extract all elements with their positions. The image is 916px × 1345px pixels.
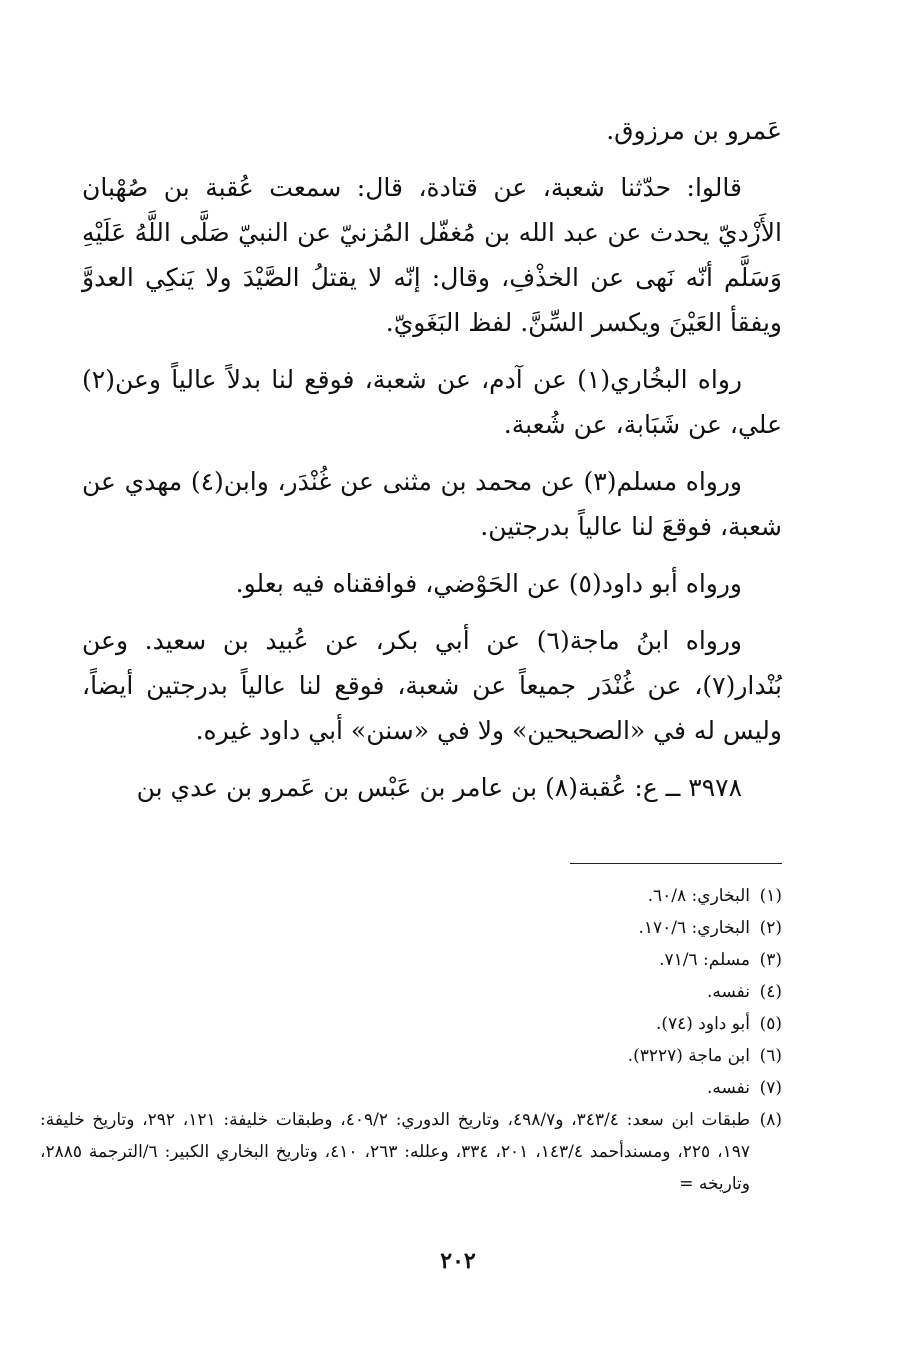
footnote-number: (٦) <box>759 1046 782 1066</box>
footnote-number: (٢) <box>759 918 782 938</box>
footnote-3 <box>40 944 782 976</box>
footnote-number: (٥) <box>759 1014 782 1034</box>
footnote-number: (٣) <box>759 950 782 970</box>
footnote-text: مسلم: ٧١/٦. <box>659 950 750 970</box>
paragraph-abu-dawud: ورواه أبو داود(٥) عن الحَوْضي، فوافقناه فيه بعلو. <box>235 569 742 598</box>
footnote-number: (٨) <box>759 1110 783 1130</box>
paragraph-muslim: ورواه مسلم(٣) عن محمد بن مثنى عن غُنْدَر، وابن(٤) مهدي عن شعبة، فوقعَ لنا عالياً بدرجتين. <box>82 467 782 541</box>
footnote-4 <box>40 976 782 1008</box>
footnote-number: (١) <box>759 886 782 906</box>
footnote-text: طبقات ابن سعد: ٣٤٣/٤، و٤٩٨/٧، وتاريخ الدوري: ٤٠٩/٢، وطبقات خليفة: ١٢١، ٢٩٢، وتاريخ خليفة: ١٩٧، ٢٢٥، ومسندأحمد ١٤٣/٤، ٢٠١، ٣٣٤، وعلله: ٢٦٣، ٤١٠، وتاريخ البخاري الكبير: ٦/الترجمة ٢٨٨٥، وتاريخه = <box>40 1110 751 1194</box>
footnote-2 <box>40 912 782 944</box>
main-text <box>82 108 782 822</box>
footnote-number: (٤) <box>759 982 782 1002</box>
footnote-divider <box>570 863 782 864</box>
paragraph-ibn-majah: ورواه ابنُ ماجة(٦) عن أبي بكر، عن عُبيد بن سعيد. وعن بُنْدار(٧)، عن غُنْدَر جميعاً عن شعبة، فوقع لنا عالياً بدرجتين أيضاً، وليس له في «الصحيحين» ولا في «سنن» أبي داود غيره. <box>82 626 782 745</box>
footnote-8 <box>40 1104 782 1200</box>
footnote-text: ابن ماجة (٣٢٢٧). <box>627 1046 750 1066</box>
footnotes <box>40 880 782 1200</box>
paragraph-continuation: عَمرو بن مرزوق. <box>606 116 782 145</box>
footnote-5 <box>40 1008 782 1040</box>
footnote-text: أبو داود (٧٤). <box>655 1014 750 1034</box>
footnote-text: نفسه. <box>706 982 750 1002</box>
paragraph-hadith-narration: قالوا: حدّثنا شعبة، عن قتادة، قال: سمعت عُقبة بن صُهْبان الأَزْديّ يحدث عن عبد الله بن مُغفّل المُزنيّ عن النبيّ صَلَّى اللَّهُ عَلَيْهِ وَسَلَّم أنّه نَهى عن الخذْفِ، وقال: إنّه لا يقتلُ الصَّيْدَ ولا يَنكِي العدوَّ ويفقأ العَيْنَ ويكسر السِّنَّ. لفظ البَغَويّ. <box>82 173 782 337</box>
footnote-6 <box>40 1040 782 1072</box>
footnote-number: (٧) <box>759 1078 782 1098</box>
footnote-7 <box>40 1072 782 1104</box>
paragraph-entry-3978: ٣٩٧٨ ــ ع: عُقبة(٨) بن عامر بن عَبْس بن عَمرو بن عدي بن <box>136 773 742 802</box>
footnote-text: البخاري: ٦٠/٨. <box>647 886 750 906</box>
footnote-text: البخاري: ١٧٠/٦. <box>638 918 750 938</box>
footnote-text: نفسه. <box>706 1078 750 1098</box>
paragraph-bukhari: رواه البخُاري(١) عن آدم، عن شعبة، فوقع لنا بدلاً عالياً وعن(٢) علي، عن شَبَابة، عن شُعبة. <box>82 365 782 439</box>
page-number: ٢٠٢ <box>440 1248 476 1274</box>
footnote-1 <box>40 880 782 912</box>
